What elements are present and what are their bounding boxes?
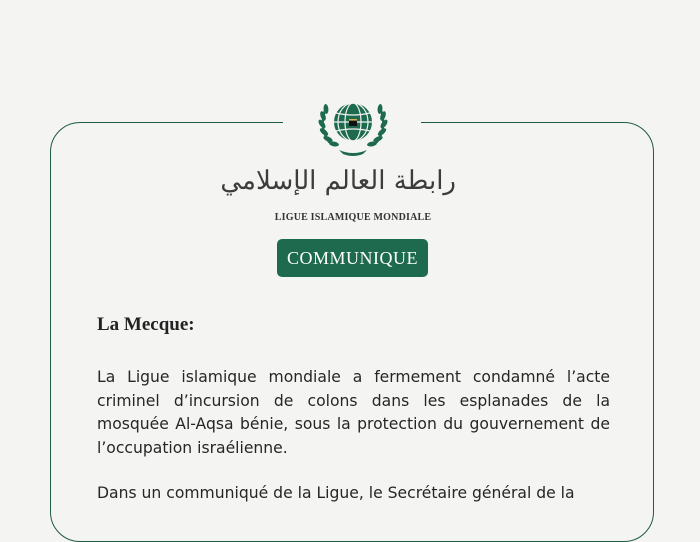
paragraph-2: Dans un communiqué de la Ligue, le Secrétaire général de la <box>97 484 575 502</box>
communique-badge: COMMUNIQUE <box>277 239 428 277</box>
arabic-organization-name: رابطة العالم الإسلامي <box>220 166 456 196</box>
globe-wreath-icon <box>313 86 393 166</box>
paragraph-1: La Ligue islamique mondiale a fermement condamné l’acte criminel d’incursion de colons dans les esplanades de la mosquée Al-Aqsa bénie, sous la protection du gouvernement de l’occupation israélienne. <box>97 368 610 457</box>
location-heading: La Mecque: <box>97 314 195 335</box>
organization-name: LIGUE ISLAMIQUE MONDIALE <box>274 212 432 223</box>
